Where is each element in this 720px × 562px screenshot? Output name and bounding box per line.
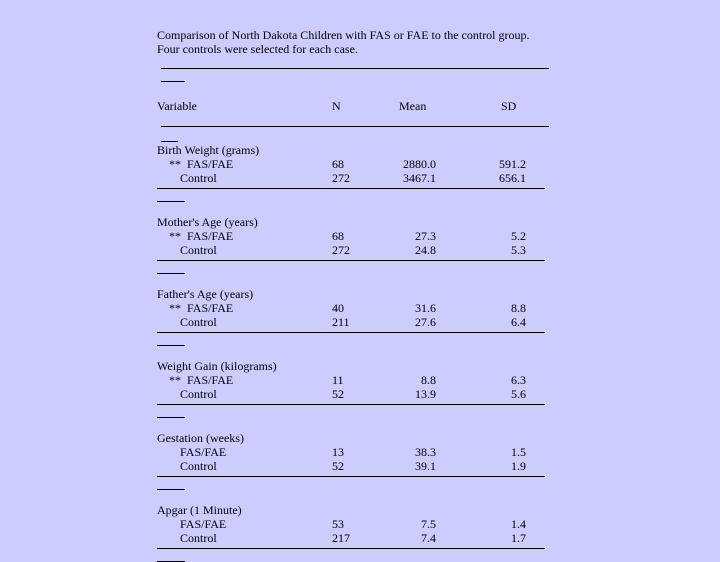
row-label: ** FAS/FAE bbox=[169, 157, 234, 171]
section-name: Apgar (1 Minute) bbox=[157, 503, 242, 517]
row-n: 13 bbox=[332, 445, 344, 459]
section-rule bbox=[157, 548, 545, 549]
section-name: Father's Age (years) bbox=[157, 287, 254, 301]
row-n: 40 bbox=[332, 301, 344, 315]
section-name: Gestation (weeks) bbox=[157, 431, 244, 445]
row-mean: 31.6 bbox=[415, 301, 436, 315]
row-mean: 24.8 bbox=[415, 243, 436, 257]
row-label: ** FAS/FAE bbox=[169, 373, 234, 387]
row-sd: 5.6 bbox=[511, 387, 526, 401]
section-rule bbox=[157, 260, 545, 261]
row-label: ** FAS/FAE bbox=[169, 229, 234, 243]
section-rule bbox=[157, 476, 545, 477]
row-n: 211 bbox=[332, 315, 350, 329]
header-variable: Variable bbox=[157, 99, 197, 113]
row-mean: 2880.0 bbox=[403, 157, 436, 171]
header-rule-short bbox=[161, 81, 185, 82]
row-label: FAS/FAE bbox=[180, 445, 227, 459]
row-sd: 6.4 bbox=[511, 315, 526, 329]
row-label: Control bbox=[180, 171, 217, 185]
row-sd: 591.2 bbox=[499, 157, 526, 171]
header-n: N bbox=[332, 99, 341, 113]
section-rule-short bbox=[157, 417, 185, 418]
row-sd: 8.8 bbox=[511, 301, 526, 315]
row-n: 217 bbox=[332, 531, 350, 545]
section-rule-short bbox=[157, 489, 185, 490]
section-rule bbox=[157, 188, 545, 189]
row-label: Control bbox=[180, 315, 217, 329]
row-n: 52 bbox=[332, 387, 344, 401]
section-name: Weight Gain (kilograms) bbox=[157, 359, 277, 373]
row-label: FAS/FAE bbox=[180, 517, 227, 531]
row-mean: 7.4 bbox=[421, 531, 436, 545]
section-name: Birth Weight (grams) bbox=[157, 143, 260, 157]
row-n: 68 bbox=[332, 157, 344, 171]
row-sd: 5.2 bbox=[511, 229, 526, 243]
row-label: ** FAS/FAE bbox=[169, 301, 234, 315]
row-n: 68 bbox=[332, 229, 344, 243]
title-line-2: Four controls were selected for each case. bbox=[157, 42, 358, 56]
section-rule-short bbox=[157, 345, 185, 346]
row-n: 272 bbox=[332, 243, 350, 257]
row-mean: 39.1 bbox=[415, 459, 436, 473]
section-rule bbox=[157, 404, 545, 405]
section-name: Mother's Age (years) bbox=[157, 215, 258, 229]
row-sd: 6.3 bbox=[511, 373, 526, 387]
header-rule-bottom bbox=[161, 126, 549, 127]
row-mean: 13.9 bbox=[415, 387, 436, 401]
row-mean: 7.5 bbox=[421, 517, 436, 531]
section-rule-short bbox=[157, 273, 185, 274]
row-label: Control bbox=[180, 243, 217, 257]
row-label: Control bbox=[180, 531, 217, 545]
header-rule-bottom-short bbox=[161, 141, 178, 142]
row-sd: 1.5 bbox=[511, 445, 526, 459]
row-n: 272 bbox=[332, 171, 350, 185]
row-label: Control bbox=[180, 459, 217, 473]
row-mean: 3467.1 bbox=[403, 171, 436, 185]
row-sd: 1.4 bbox=[511, 517, 526, 531]
header-sd: SD bbox=[501, 99, 517, 113]
row-n: 52 bbox=[332, 459, 344, 473]
title-line-1: Comparison of North Dakota Children with FAS or FAE to the control group. bbox=[157, 28, 530, 42]
header-mean: Mean bbox=[399, 99, 427, 113]
row-sd: 1.9 bbox=[511, 459, 526, 473]
row-mean: 27.6 bbox=[415, 315, 436, 329]
row-n: 53 bbox=[332, 517, 344, 531]
row-sd: 1.7 bbox=[511, 531, 526, 545]
section-rule-short bbox=[157, 201, 185, 202]
row-mean: 8.8 bbox=[421, 373, 436, 387]
row-label: Control bbox=[180, 387, 217, 401]
row-mean: 27.3 bbox=[415, 229, 436, 243]
row-sd: 656.1 bbox=[499, 171, 526, 185]
row-n: 11 bbox=[332, 373, 344, 387]
header-rule-long bbox=[161, 68, 549, 69]
row-mean: 38.3 bbox=[415, 445, 436, 459]
section-rule bbox=[157, 332, 545, 333]
row-sd: 5.3 bbox=[511, 243, 526, 257]
